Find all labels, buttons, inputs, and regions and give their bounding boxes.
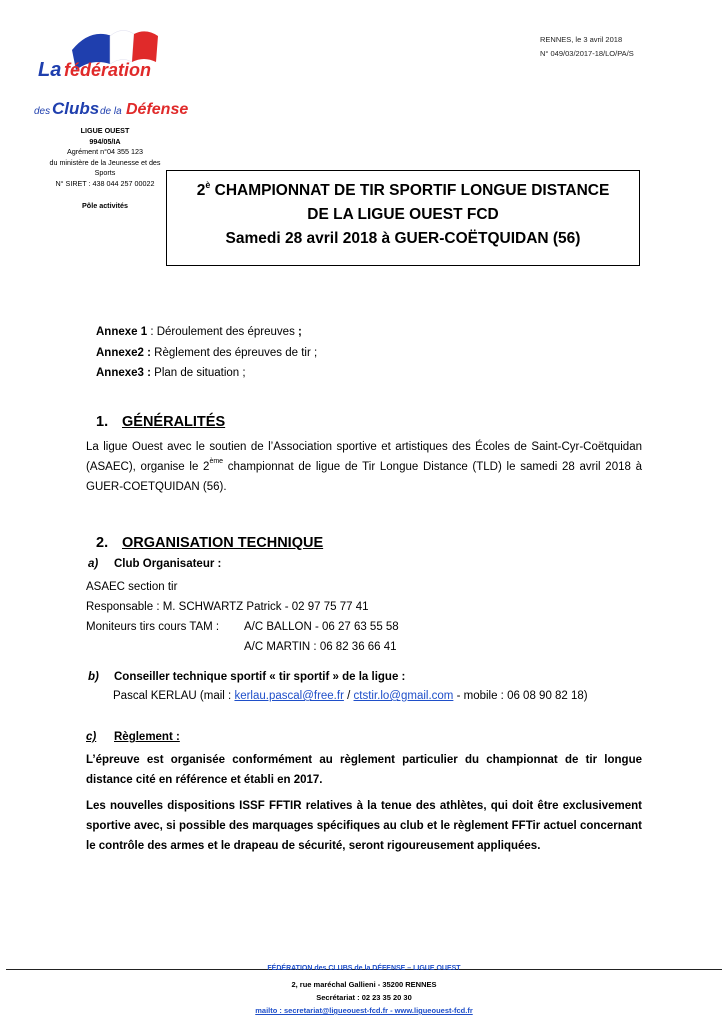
section1-heading: 1. GÉNÉRALITÉS [96, 414, 226, 430]
footer-phone: Secrétariat : 02 23 35 20 30 [316, 993, 412, 1002]
pole-activites: Pôle activités [82, 200, 128, 210]
title-box [166, 170, 640, 266]
annexe-item: Annexe 1 : Déroulement des épreuves ; [96, 326, 302, 338]
annexes-list [96, 322, 317, 384]
sub-c-heading: c) Règlement : [86, 731, 180, 743]
email-link-kerlau[interactable]: kerlau.pascal@free.fr [234, 690, 344, 702]
svg-text:Défense: Défense [126, 101, 189, 118]
footer-org: FÉDÉRATION des CLUBS de la DÉFENSE – LIGUE OUEST [267, 965, 461, 972]
email-link-ctstir[interactable]: ctstir.lo@gmail.com [353, 690, 454, 702]
agrement-line3: Sports [94, 168, 116, 178]
reference-block [540, 33, 634, 61]
annexe-item: Annexe3 : Plan de situation ; [96, 367, 246, 379]
moniteur-row: A/C MARTIN : 06 82 36 66 41 [244, 641, 397, 653]
svg-text:Clubs: Clubs [52, 99, 100, 118]
svg-text:des: des [34, 106, 51, 117]
svg-text:La: La [38, 59, 62, 81]
club-organisateur-details [86, 577, 399, 657]
agrement-line2: du ministère de la Jeunesse et des [49, 157, 161, 167]
annexe-item: Annexe2 : Règlement des épreuves de tir ; [96, 346, 318, 359]
responsable: Responsable : M. SCHWARTZ Patrick - 02 97 75 77 41 [86, 601, 369, 613]
reglement-paragraph1: L’épreuve est organisée conformément au règlement particulier du championnat de tir longue distance cité en référence et établi en 2017. [86, 754, 642, 786]
svg-text:fédération: fédération [64, 60, 152, 80]
ligue-info [20, 126, 190, 211]
club-name: ASAEC section tir [86, 581, 178, 593]
siret: N° SIRET : 438 044 257 00022 [55, 178, 155, 188]
title-line3: Samedi 28 avril 2018 à GUER-COËTQUIDAN (56) [225, 230, 581, 247]
reference-number: N° 049/03/2017-18/LO/PA/S [540, 49, 634, 58]
section1-paragraph: La ligue Ouest avec le soutien de l’Association sportive et artistiques des Écoles de Saint-Cyr-Coëtquidan (ASAEC), organise le 2ème championnat de ligue de Tir Longue Distance (TLD) le samedi 28 avril 2018 à GUER-COETQUIDAN (56). [86, 441, 642, 493]
title-line1: $2^è$ CHAMPIONNAT DE TIR SPORTIF LONGUE DISTANCE [196, 180, 610, 199]
footer [0, 962, 728, 1017]
moniteur-row: Moniteurs tirs cours TAM : A/C BALLON - 06 27 63 55 58 [86, 621, 399, 633]
footer-address: 2, rue maréchal Gallieni - 35200 RENNES [291, 980, 437, 989]
section2-heading: 2. ORGANISATION TECHNIQUE [96, 535, 324, 551]
logo-flag-icon [30, 26, 189, 118]
ligue-name: LIGUE OUEST [80, 126, 130, 135]
agrement-line1: Agrément n°04 355 123 [66, 147, 143, 157]
conseiller-contact: Pascal KERLAU (mail : kerlau.pascal@free.fr / ctstir.lo@gmail.com - mobile : 06 08 90 82 18) [113, 690, 588, 702]
sub-b-heading: b) Conseiller technique sportif « tir sportif » de la ligue : [88, 671, 406, 683]
federation-logo [30, 26, 189, 118]
svg-text:de la: de la [100, 106, 122, 117]
footer-contact-link[interactable]: mailto : secretariat@ligueouest-fcd.fr - www.ligueouest-fcd.fr [255, 1006, 473, 1015]
title-line2: DE LA LIGUE OUEST FCD [307, 206, 499, 223]
reglement-paragraph2: Les nouvelles dispositions ISSF FFTIR relatives à la tenue des athlètes, qui doit être exclusivement sportive avec, si possible des marquages spécifiques au club et le règlement FFTir actuel concernant le contrôle des armes et le drapeau de sécurité, seront rigoureusement appliquées. [86, 800, 642, 852]
ligue-code: 994/05/IA [89, 136, 121, 146]
place-date: RENNES, le 3 avril 2018 [540, 35, 623, 44]
sub-a-heading: a) Club Organisateur : [88, 558, 222, 570]
